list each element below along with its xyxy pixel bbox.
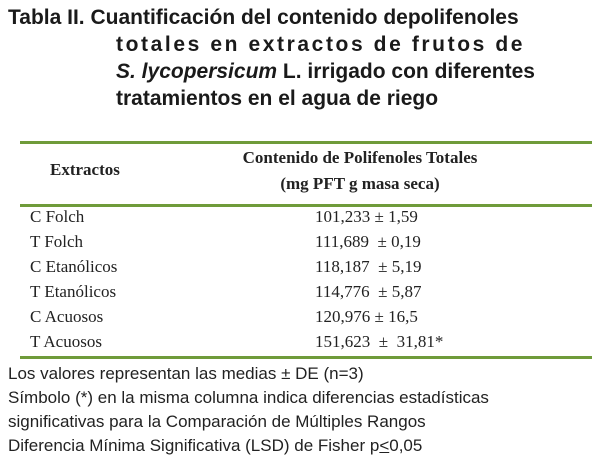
footnote-line-3: significativas para la Comparación de Múltiples Rangos	[8, 412, 426, 431]
value-cell: 120,976 ± 16,5	[315, 307, 418, 326]
table-row	[30, 204, 590, 229]
column-header-contenido-line-2: (mg PFT g masa seca)	[280, 174, 440, 193]
column-header-extractos: Extractos	[50, 160, 120, 179]
table-row	[30, 229, 590, 254]
column-header-contenido	[205, 145, 515, 197]
extract-cell: T Acuosos	[30, 332, 102, 351]
extract-cell: C Etanólicos	[30, 257, 118, 276]
table-bottom-rule	[20, 356, 592, 359]
species-name: S. lycopersicum	[116, 60, 278, 83]
table-row	[30, 254, 590, 279]
value-cell: 111,689 ± 0,19	[315, 232, 421, 251]
extract-cell: C Folch	[30, 207, 85, 226]
footnote-line-2: Símbolo (*) en la misma columna indica diferencias estadísticas	[8, 388, 489, 407]
value-cell: 151,623 ± 31,81*	[315, 332, 444, 351]
table-row	[30, 329, 590, 354]
table-caption	[8, 4, 598, 112]
value-cell: 114,776 ± 5,87	[315, 282, 422, 301]
table-row	[30, 304, 590, 329]
footnote-line-4-suffix: 0,05	[389, 436, 423, 455]
footnote-line-1: Los valores representan las medias ± DE (n=3)	[8, 364, 364, 383]
caption-line-3-rest: L. irrigado con diferentes	[277, 60, 535, 83]
table-footnotes	[8, 362, 598, 458]
caption-line-4: tratamientos en el agua de riego	[116, 87, 439, 110]
value-cell: 118,187 ± 5,19	[315, 257, 422, 276]
table-body	[30, 204, 590, 354]
extract-cell: T Etanólicos	[30, 282, 117, 301]
footnote-line-4-prefix: Diferencia Mínima Significativa (LSD) de Fisher p	[8, 436, 380, 455]
caption-line-2: totales en extractos de frutos de	[116, 33, 526, 56]
extract-cell: C Acuosos	[30, 307, 104, 326]
table-top-rule	[20, 141, 592, 144]
footnote-line-4	[8, 434, 598, 458]
value-cell: 101,233 ± 1,59	[315, 207, 418, 226]
caption-line-3	[8, 58, 598, 85]
table-row	[30, 279, 590, 304]
column-header-contenido-line-1: Contenido de Polifenoles Totales	[242, 148, 478, 167]
caption-line-1: Tabla II. Cuantificación del contenido depolifenoles	[8, 6, 519, 29]
extract-cell: T Folch	[30, 232, 84, 251]
less-than-or-equal-symbol: <	[379, 436, 390, 455]
